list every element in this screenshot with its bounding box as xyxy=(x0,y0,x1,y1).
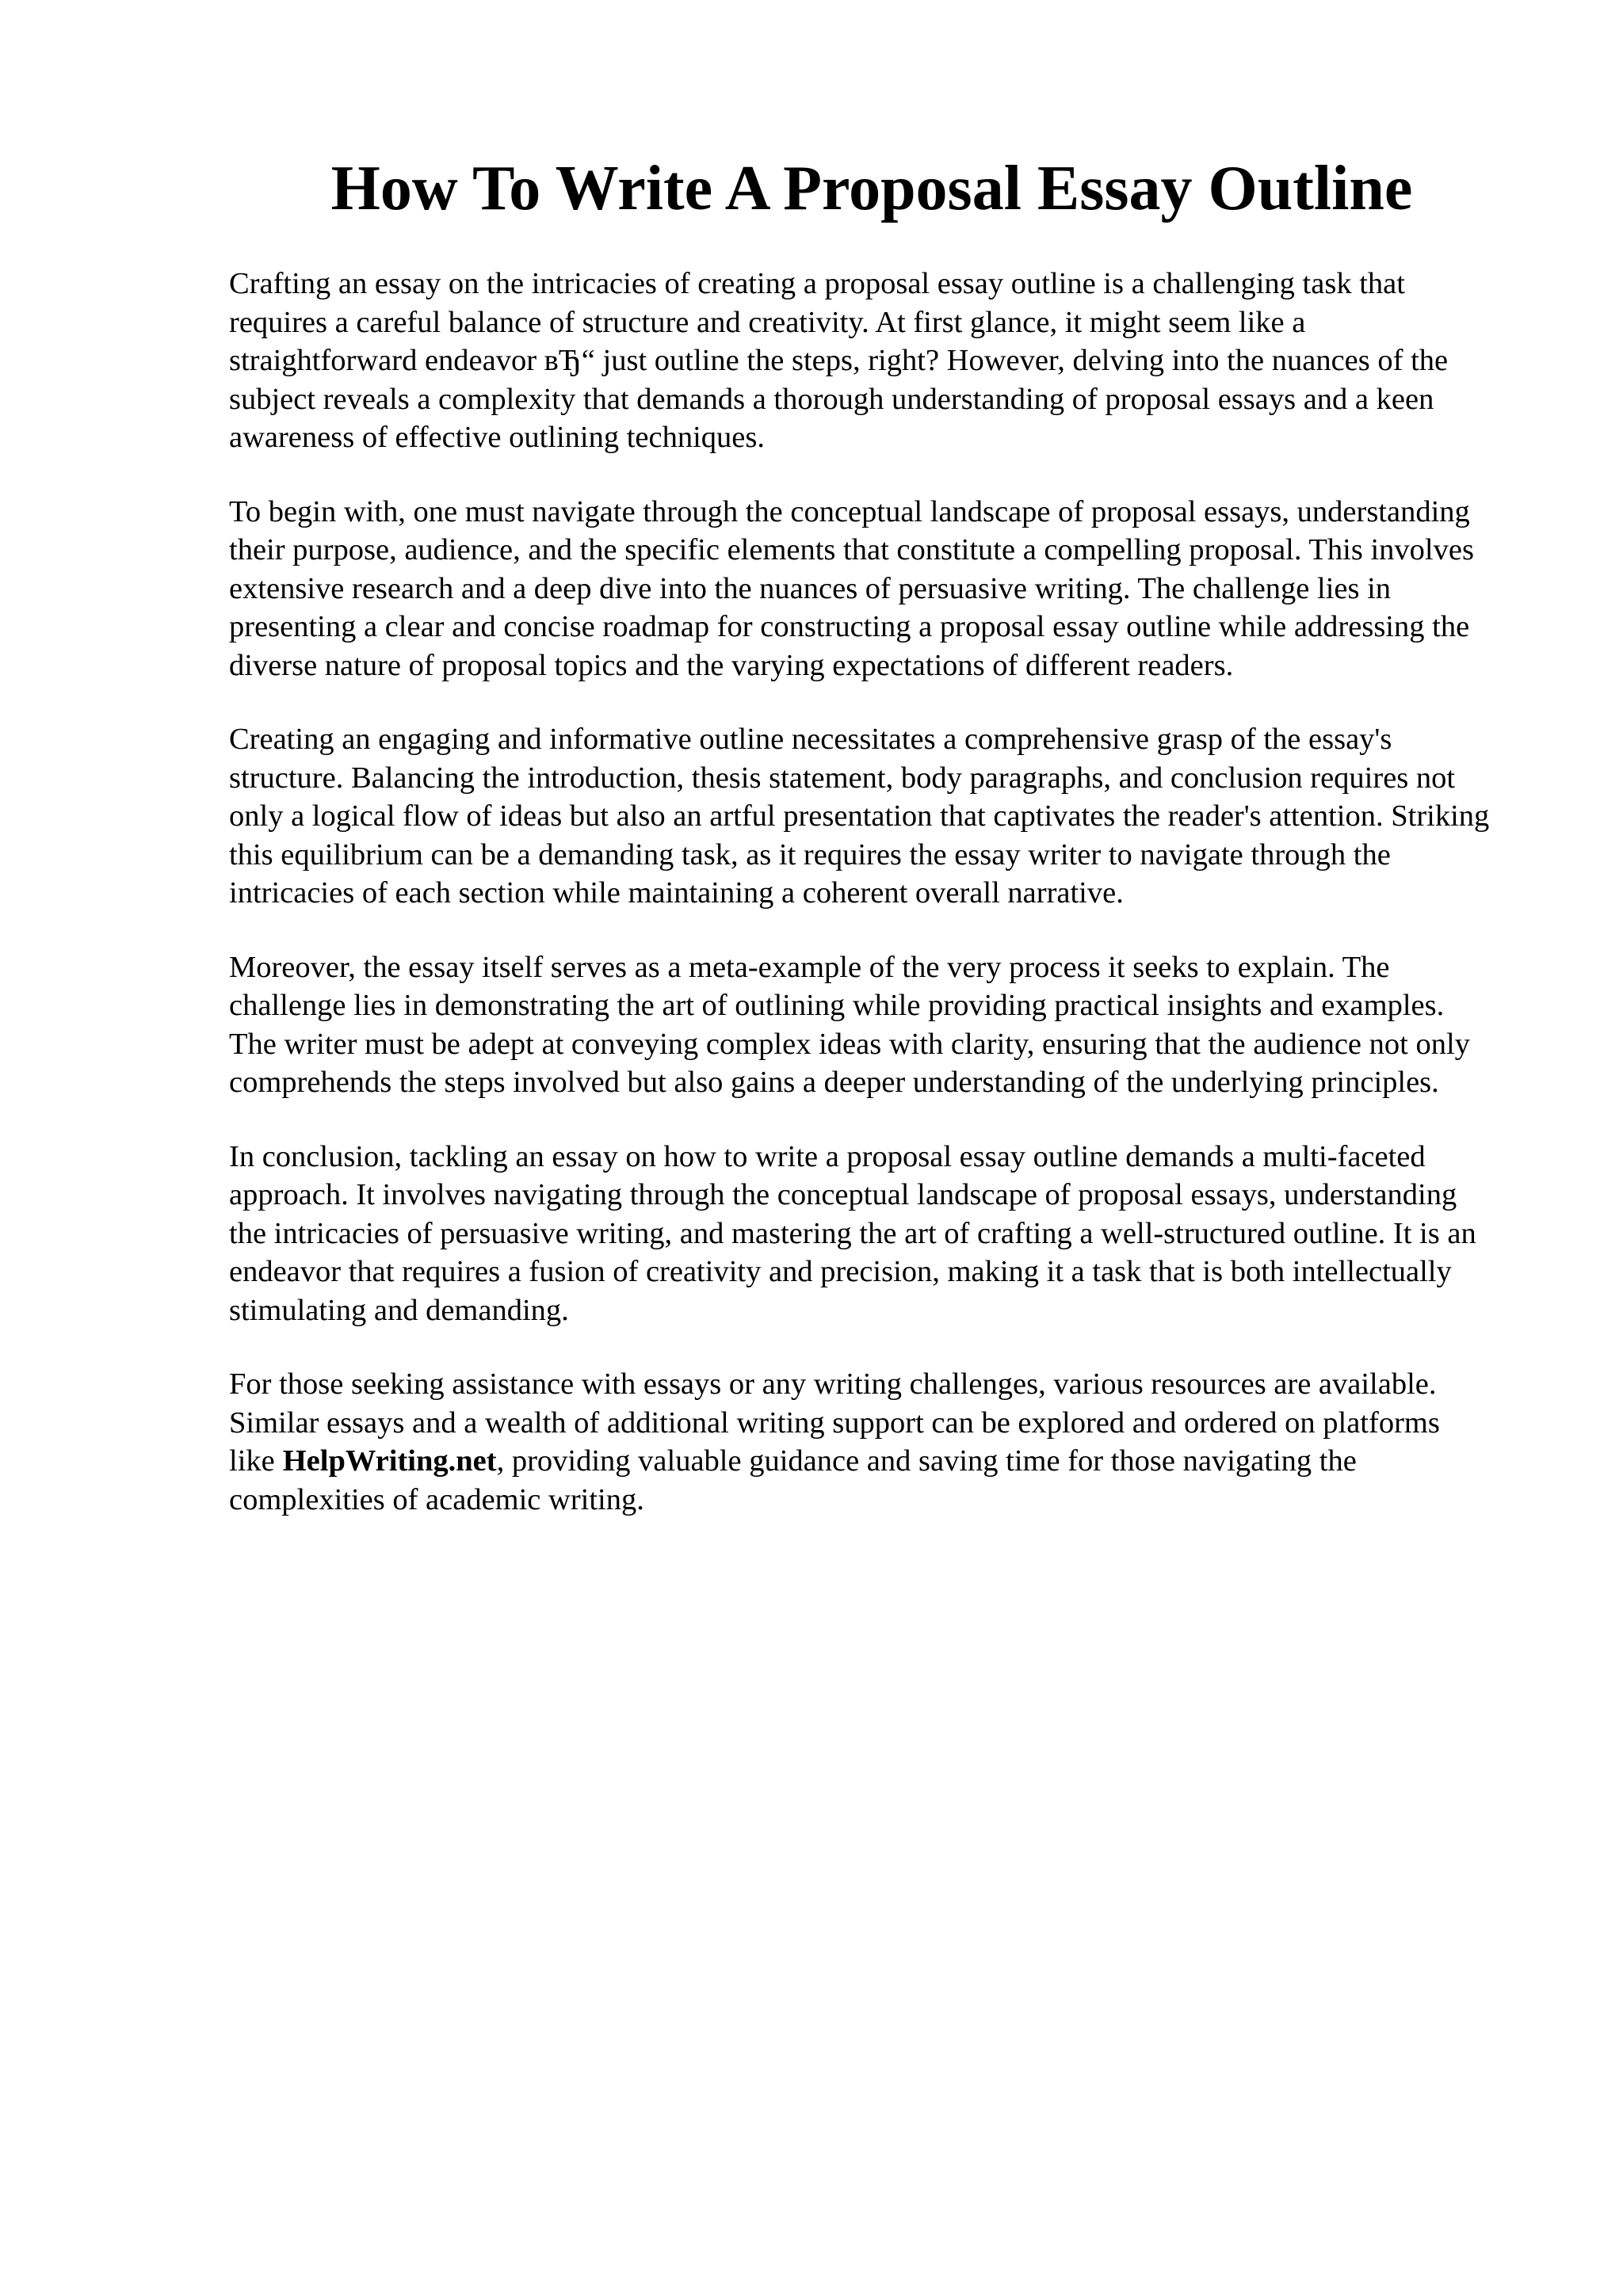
closing-paragraph xyxy=(229,1365,1497,1519)
closing-text-after-link: , providing valuable guidance and saving time for those navigating the complexities of academic writing. xyxy=(229,1444,1357,1516)
paragraph-2: To begin with, one must navigate through the conceptual landscape of proposal essays, understanding their purpose, audience, and the specific elements that constitute a compelling proposal. This involves extensive research and a deep dive into the nuances of persuasive writing. The challenge lies in presenting a clear and concise roadmap for constructing a proposal essay outline while addressing the diverse nature of proposal topics and the varying expectations of different readers. xyxy=(229,494,1474,682)
paragraph-3: Creating an engaging and informative outline necessitates a comprehensive grasp of the essay's structure. Balancing the introduction, thesis statement, body paragraphs, and conclusion requires not only a logical flow of ideas but also an artful presentation that captivates the reader's attention. Striking this equilibrium can be a demanding task, as it requires the essay writer to navigate through the intricacies of each section while maintaining a coherent overall narrative. xyxy=(229,723,1490,910)
page-title: How To Write A Proposal Essay Outline xyxy=(330,154,1413,223)
paragraph-5: In conclusion, tackling an essay on how to write a proposal essay outline demands a multi-faceted approach. It involves navigating through the conceptual landscape of proposal essays, understanding the intricacies of persuasive writing, and mastering the art of crafting a well-structured outline. It is an endeavor that requires a fusion of creativity and precision, making it a task that is both intellectually stimulating and demanding. xyxy=(229,1139,1476,1327)
helpwriting-link[interactable]: HelpWriting.net xyxy=(282,1444,497,1478)
paragraph-4: Moreover, the essay itself serves as a meta-example of the very process it seeks to explain. The challenge lies in demonstrating the art of outlining while providing practical insights and examples. The writer must be adept at conveying complex ideas with clarity, ensuring that the audience not only comprehends the steps involved but also gains a deeper understanding of the underlying principles. xyxy=(229,950,1470,1099)
paragraph-1: Crafting an essay on the intricacies of creating a proposal essay outline is a challenging task that requires a careful balance of structure and creativity. At first glance, it might seem like a straightforward endeavor вЂ“ just outline the steps, right? However, delving into the nuances of the subject reveals a complexity that demands a thorough understanding of proposal essays and a keen awareness of effective outlining techniques. xyxy=(229,267,1449,454)
essay-body xyxy=(229,265,1497,1554)
closing-text-before-link: For those seeking assistance with essays or any writing challenges, various resources are available. Similar essays and a wealth of additional writing support can be explored and ordered on platforms like xyxy=(229,1367,1440,1478)
